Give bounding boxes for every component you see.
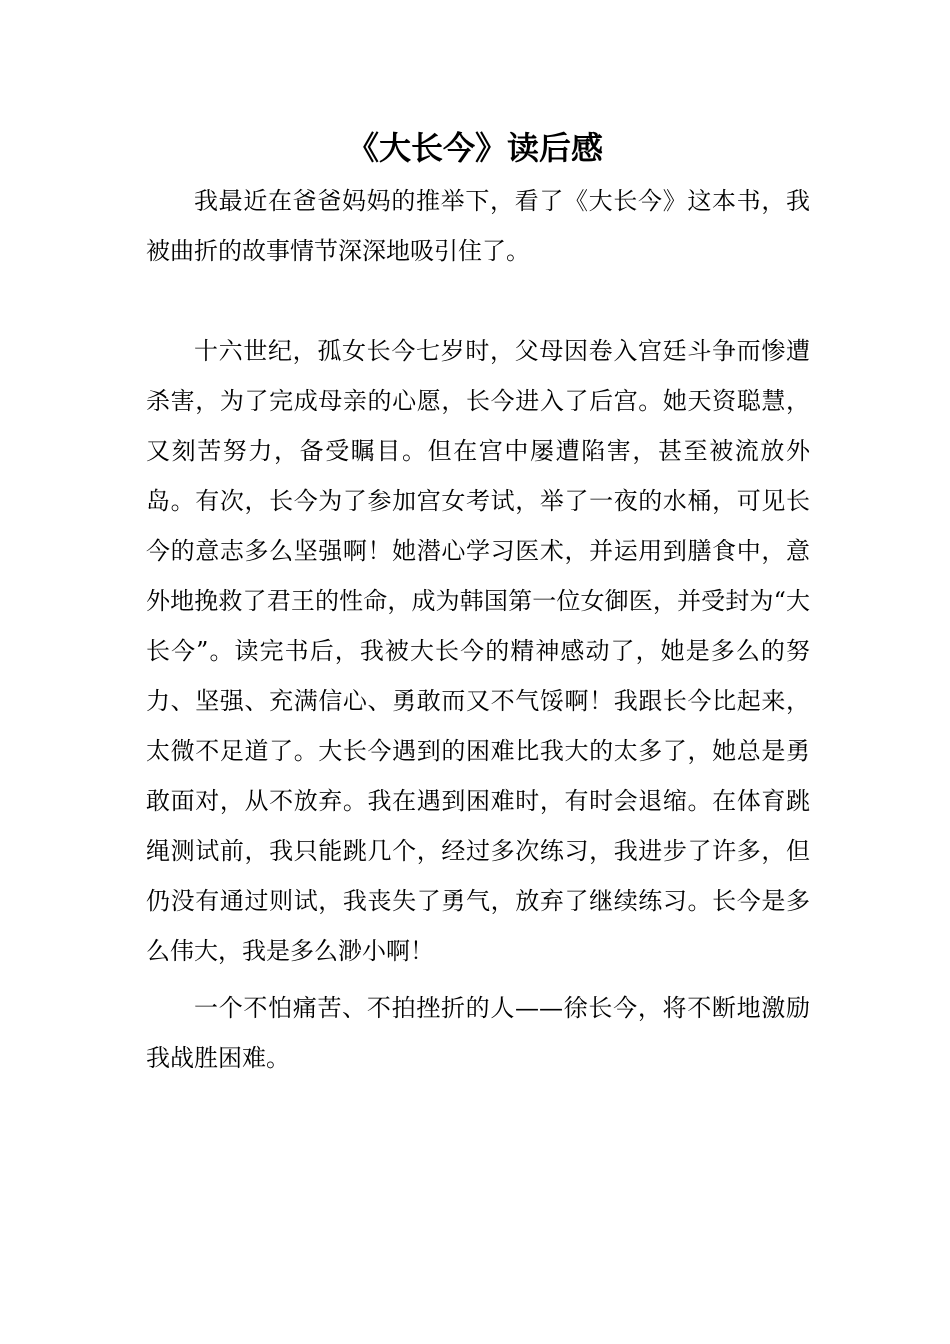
paragraph-gap <box>146 276 810 326</box>
paragraph-intro: 我最近在爸爸妈妈的推举下，看了《大长今》这本书，我被曲折的故事情节深深地吸引住了。 <box>146 187 810 265</box>
document-title: 《大长今》读后感 <box>346 129 603 167</box>
document-body <box>146 176 810 1083</box>
paragraph-story: 十六世纪，孤女长今七岁时，父母因卷入宫廷斗争而惨遭杀害，为了完成母亲的心愿，长今进入了后宫。她天资聪慧，又刻苦努力，备受瞩目。但在宫中屡遭陷害，甚至被流放外岛。有次，长今为了参加宫女考试，举了一夜的水桶，可见长今的意志多么坚强啊！她潜心学习医术，并运用到膳食中，意外地挽救了君王的性命，成为韩国第一位女御医，并受封为“大长今”。读完书后，我被大长今的精神感动了，她是多么的努力、坚强、充满信心、勇敢而又不气馁啊！我跟长今比起来，太微不足道了。大长今遇到的困难比我大的太多了，她总是勇敢面对，从不放弃。我在遇到困难时，有时会退缩。在体育跳绳测试前，我只能跳几个，经过多次练习，我进步了许多，但仍没有通过则试，我丧失了勇气，放弃了继续练习。长今是多么伟大，我是多么渺小啊！ <box>146 337 810 965</box>
paragraph-gap <box>146 976 810 983</box>
paragraph-conclusion: 一个不怕痛苦、不拍挫折的人——徐长今，将不断地激励我战胜困难。 <box>146 994 810 1072</box>
